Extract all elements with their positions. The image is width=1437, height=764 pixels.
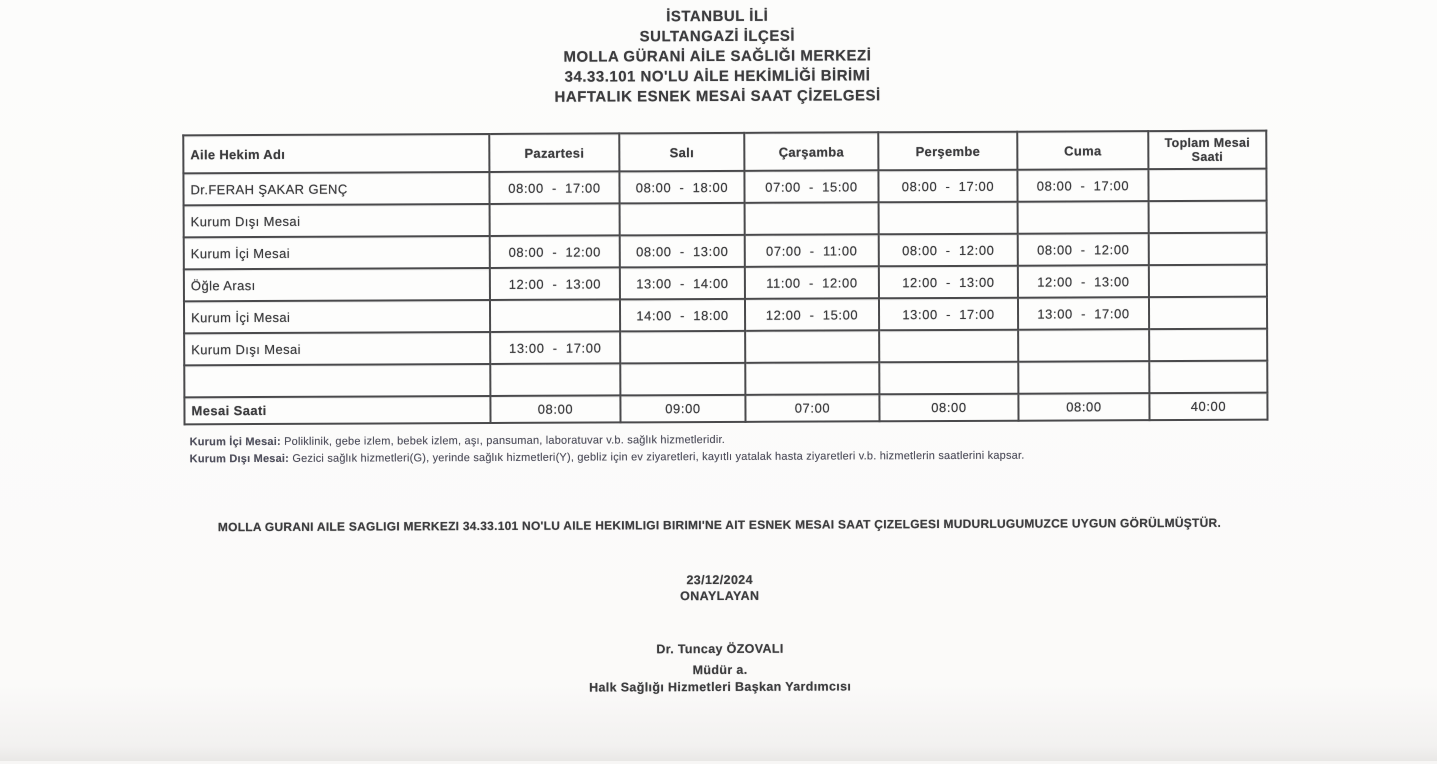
schedule-cell [1149,265,1267,298]
signer-name: Dr. Tuncay ÖZOVALI [656,641,784,657]
column-header-monday: Pazartesi [489,133,619,172]
schedule-cell: 08:00 - 13:00 [620,235,745,268]
schedule-cell: 12:00 - 15:00 [745,298,879,331]
table-row-out-of-office-1 [184,201,1267,238]
schedule-cell [1149,297,1267,330]
schedule-cell [620,363,745,396]
schedule-cell: 07:00 - 11:00 [745,234,879,267]
row-label [184,364,490,397]
schedule-cell [620,203,745,236]
schedule-cell: 08:00 - 17:00 [489,171,619,204]
schedule-cell [1018,201,1149,234]
schedule-cell: 12:00 - 13:00 [879,266,1018,299]
schedule-cell [879,202,1018,235]
row-label: Kurum Dışı Mesai [184,204,490,237]
schedule-cell [879,362,1018,395]
column-header-thursday: Perşembe [878,132,1017,171]
column-header-total-hours: Toplam Mesai Saati [1148,131,1266,170]
schedule-cell [745,330,879,363]
schedule-cell: 13:00 - 17:00 [490,331,620,364]
schedule-cell [1149,329,1267,362]
title-line-province: İSTANBUL İLİ [666,7,769,26]
footnote-text: Gezici sağlık hizmetleri(G), yerinde sağlık hizmetleri(Y), gebliz için ev ziyaretleri, kayıtlı yatalak hasta ziyaretleri v.b. hizmetlerin saatlerini kapsar. [289,449,1025,465]
schedule-cell [1148,169,1266,202]
total-cell: 07:00 [745,394,879,422]
schedule-cell [1018,329,1149,362]
row-label: Mesai Saati [184,396,490,424]
schedule-cell [1149,233,1267,266]
approval-date: 23/12/2024 [686,572,754,588]
schedule-cell [879,330,1018,363]
footnote-label: Kurum İçi Mesai: [189,435,281,449]
title-line-center: MOLLA GÜRANİ AİLE SAĞLIĞI MERKEZİ [563,47,872,66]
table-row-doctor [183,169,1266,206]
table-row-in-office-afternoon [184,297,1267,334]
schedule-cell [490,363,620,396]
schedule-cell [490,203,620,236]
schedule-cell: 07:00 - 15:00 [744,170,878,203]
weekly-schedule-table [182,130,1268,426]
approval-statement [1,515,1437,537]
total-cell: 08:00 [490,395,620,423]
approval-statement-text: MOLLA GURANI AILE SAGLIGI MERKEZI 34.33.101 NO'LU AILE HEKIMLIGI BIRIMI'NE AIT ESNEK MESAI SAAT ÇIZELGESI MUDURLUGUMUZCE UYGUN GÖRÜLMÜŞTÜR. [217,515,1222,535]
schedule-cell: 14:00 - 18:00 [620,299,745,332]
table-row-total-hours [184,393,1267,425]
row-label: Kurum Dışı Mesai [184,332,490,365]
title-line-district: SULTANGAZİ İLÇESİ [639,27,796,46]
schedule-cell: 08:00 - 12:00 [490,235,620,268]
footnotes-block [190,430,1290,469]
document-title-block [0,4,1436,110]
title-line-schedule: HAFTALIK ESNEK MESAİ SAAT ÇİZELGESİ [554,87,881,106]
schedule-cell [1149,361,1267,394]
row-label: Kurum İçi Mesai [184,236,490,269]
schedule-cell: 13:00 - 17:00 [879,298,1018,331]
total-cell: 08:00 [1018,393,1149,421]
signer-title-deputy: Müdür a. [692,662,748,678]
column-header-wednesday: Çarşamba [744,132,878,171]
footnote-text: Poliklinik, gebe izlem, bebek izlem, aşı, pansuman, laboratuvar v.b. sağlık hizmetleridir. [280,433,725,448]
schedule-cell [620,331,745,364]
approval-label: ONAYLAYAN [680,588,760,604]
schedule-cell [745,202,879,235]
signature-block [1,638,1437,699]
column-header-tuesday: Salı [619,133,744,172]
signer-title-role: Halk Sağlığı Hizmetleri Başkan Yardımcısı [589,679,852,695]
schedule-cell: 08:00 - 17:00 [1017,169,1148,202]
table-header-row [183,131,1266,174]
schedule-cell: 13:00 - 17:00 [1018,297,1149,330]
schedule-cell: 08:00 - 12:00 [1018,233,1149,266]
schedule-cell: 12:00 - 13:00 [490,267,620,300]
table-row-in-office-morning [184,233,1267,270]
column-header-friday: Cuma [1017,131,1148,170]
schedule-cell [1149,201,1267,234]
total-cell: 09:00 [620,395,745,423]
title-line-unit: 34.33.101 NO'LU AİLE HEKİMLİĞİ BİRİMİ [564,67,871,86]
schedule-cell: 12:00 - 13:00 [1018,265,1149,298]
footnote-out-of-office-definition [190,447,1290,469]
total-cell: 08:00 [879,394,1018,422]
column-header-doctor-name: Aile Hekim Adı [183,134,489,173]
schedule-cell: 08:00 - 18:00 [619,171,744,204]
schedule-cell: 08:00 - 12:00 [879,234,1018,267]
footnote-label: Kurum Dışı Mesai: [189,452,290,466]
table-row-lunch-break [184,265,1267,302]
schedule-cell [1018,361,1149,394]
schedule-cell [490,299,620,332]
row-label: Kurum İçi Mesai [184,300,490,333]
table-row-empty [184,361,1267,398]
schedule-cell [745,362,879,395]
schedule-cell: 11:00 - 12:00 [745,266,879,299]
approval-date-block [1,569,1437,607]
row-label: Öğle Arası [184,268,490,301]
schedule-cell: 13:00 - 14:00 [620,267,745,300]
schedule-cell: 08:00 - 17:00 [878,170,1017,203]
table-row-out-of-office-2 [184,329,1267,366]
total-cell: 40:00 [1149,393,1267,421]
row-label: Dr.FERAH ŞAKAR GENÇ [183,172,489,205]
